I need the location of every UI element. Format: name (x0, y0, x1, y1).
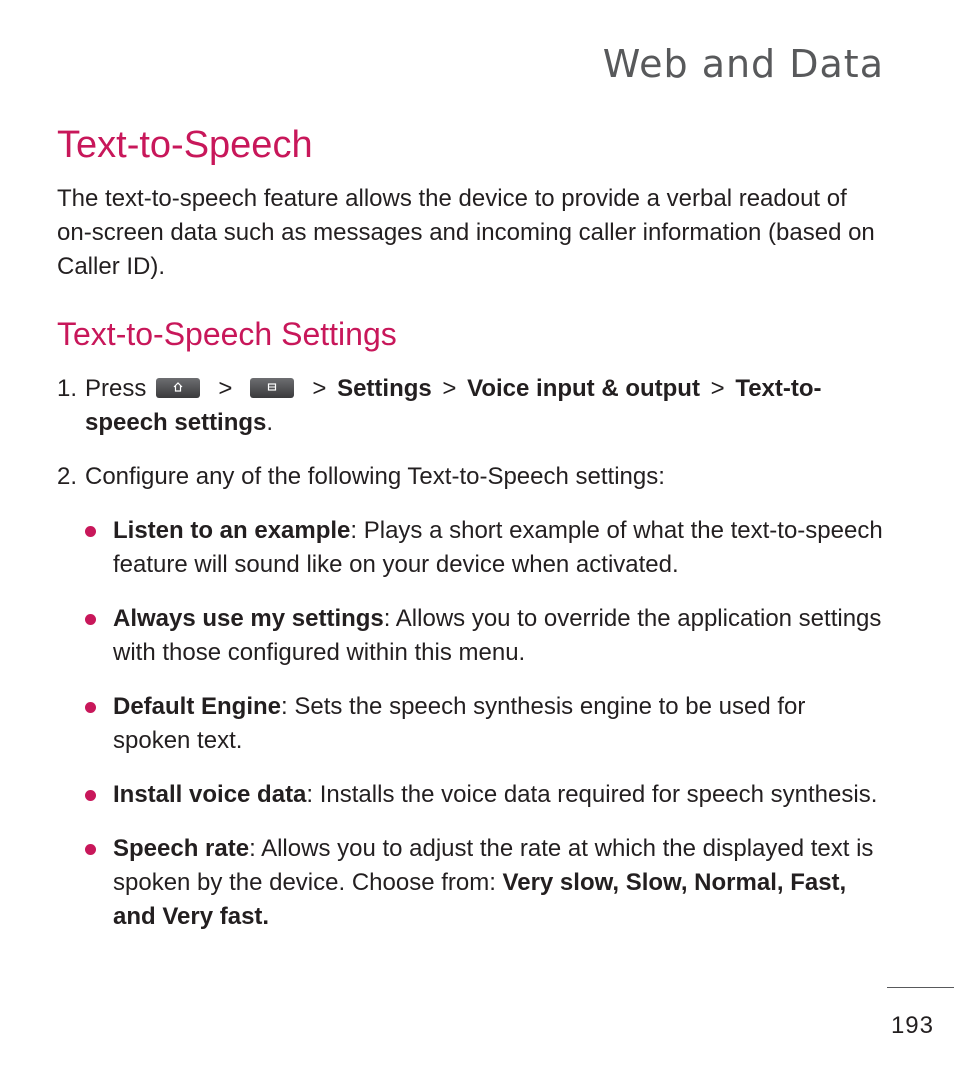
list-item (57, 514, 887, 582)
bullet-icon (85, 526, 96, 537)
step-2 (57, 460, 887, 494)
separator: > (312, 375, 327, 402)
list-item (57, 832, 887, 934)
page-title: Text-to-Speech (57, 124, 313, 166)
bullet-icon (85, 702, 96, 713)
list-item (57, 690, 887, 758)
setting-term: Install voice data (113, 781, 307, 808)
setting-term: Listen to an example (113, 517, 351, 544)
press-text: Press (85, 375, 147, 402)
step-body (85, 372, 887, 440)
list-item (57, 602, 887, 670)
separator: > (710, 375, 725, 402)
path-tts-settings: Text-to-speech settings (85, 375, 822, 436)
setting-desc: : Allows you to adjust the rate at which the displayed text is spoken by the device. Choose from: (113, 835, 874, 896)
bullet-icon (85, 790, 96, 801)
setting-desc: : Sets the speech synthesis engine to be used for spoken text. (113, 693, 806, 754)
step-number: 1. (57, 375, 78, 402)
setting-desc: : Installs the voice data required for speech synthesis. (306, 781, 878, 808)
step-1 (57, 372, 887, 440)
path-settings: Settings (337, 375, 432, 402)
bullet-icon (85, 614, 96, 625)
path-voice-input: Voice input & output (467, 375, 700, 402)
setting-term: Default Engine (113, 693, 282, 720)
setting-desc: : Plays a short example of what the text-to-speech feature will sound like on your device when activated. (113, 517, 883, 578)
intro-paragraph: The text-to-speech feature allows the device to provide a verbal readout of on-screen data such as messages and incoming caller information (based on Caller ID). (57, 185, 875, 280)
setting-term: Speech rate (113, 835, 250, 862)
bullet-icon (85, 844, 96, 855)
footer-rule (887, 987, 954, 988)
step-body: Configure any of the following Text-to-Speech settings: (85, 463, 665, 490)
menu-key-icon (250, 378, 294, 398)
speech-rate-options: Very slow, Slow, Normal, Fast, and Very fast. (113, 869, 847, 930)
settings-section-title: Text-to-Speech Settings (57, 316, 397, 352)
separator: > (442, 375, 457, 402)
page-number: 193 (890, 1012, 934, 1039)
step-end: . (266, 409, 274, 436)
settings-list (57, 514, 887, 954)
section-header: Web and Data (602, 42, 884, 86)
home-key-icon (156, 378, 200, 398)
step-number: 2. (57, 463, 78, 490)
list-item (57, 778, 887, 812)
setting-term: Always use my settings (113, 605, 384, 632)
setting-desc: : Allows you to override the application settings with those configured within this menu. (113, 605, 882, 666)
separator: > (218, 375, 233, 402)
